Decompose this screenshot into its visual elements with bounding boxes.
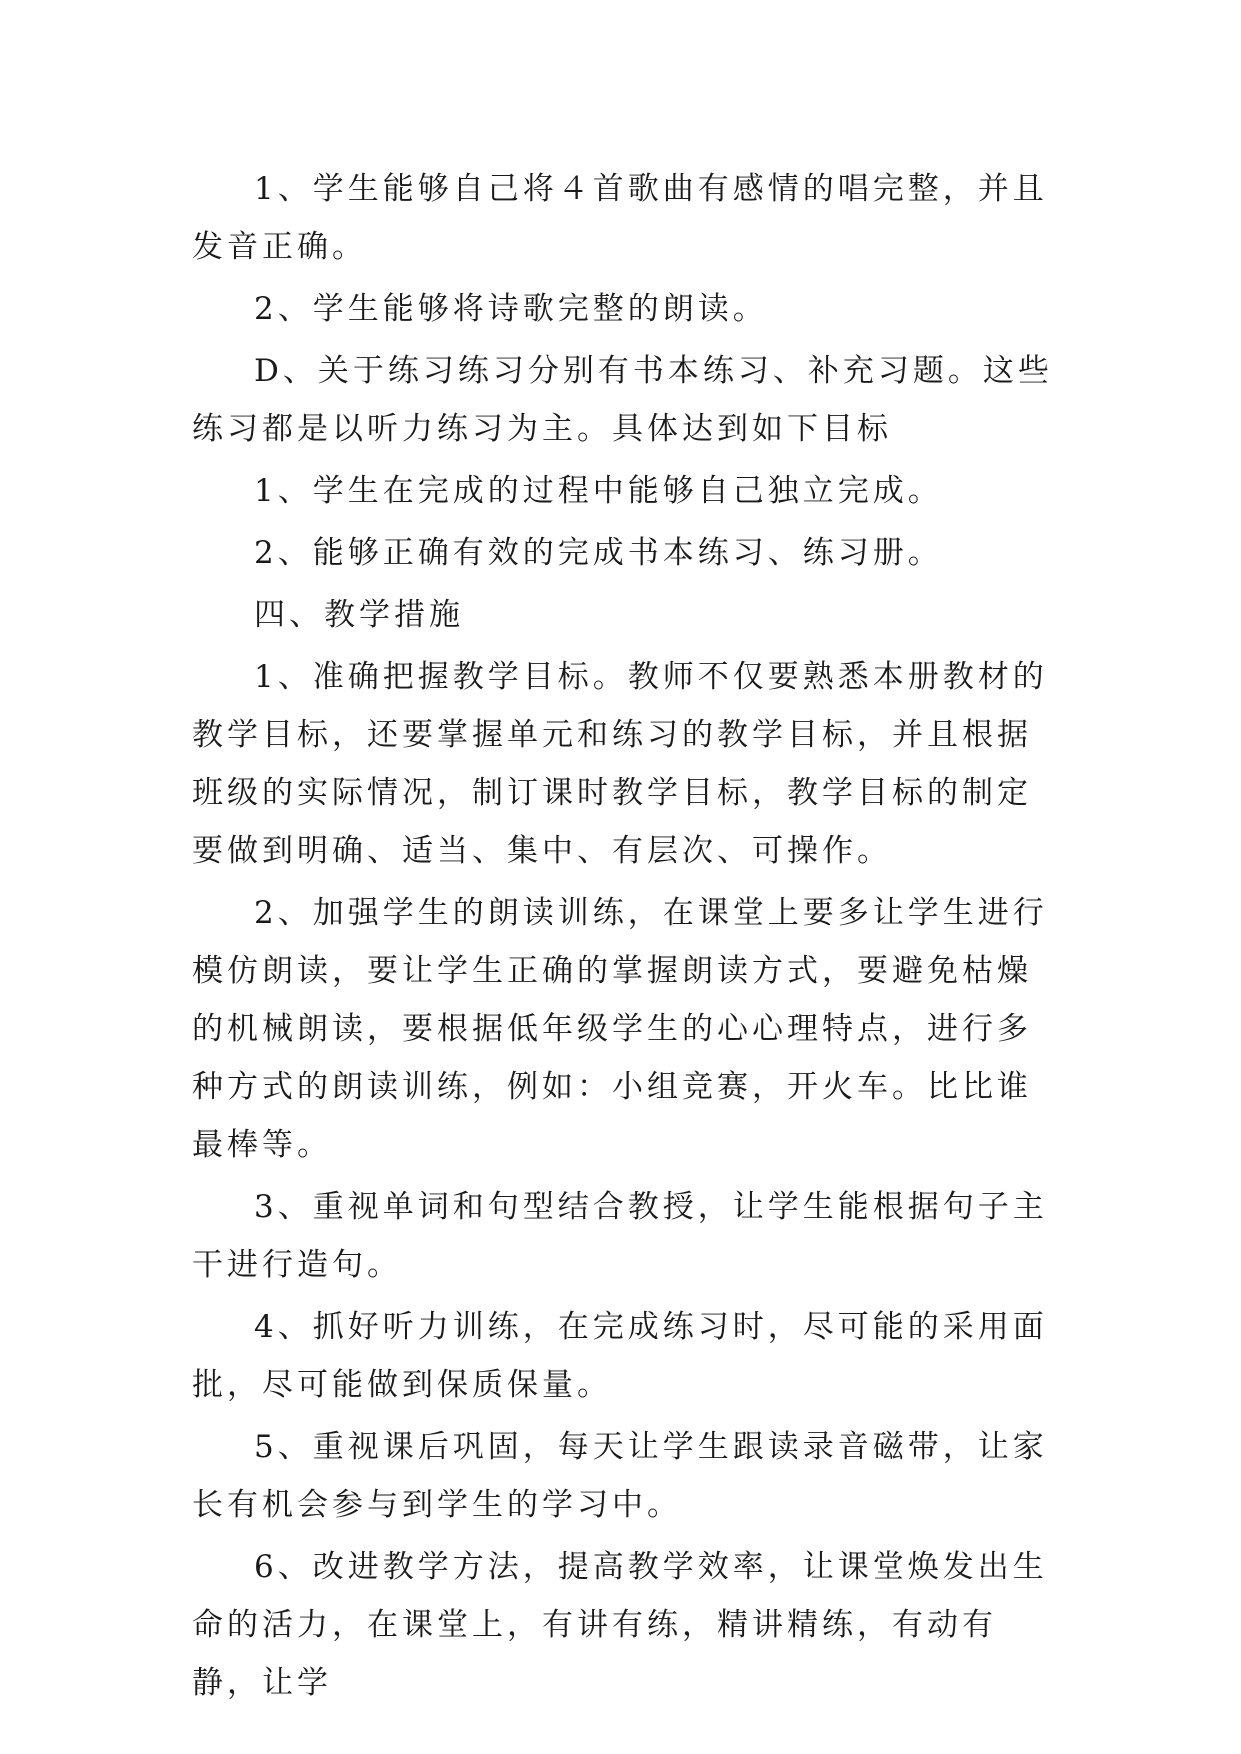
document-body — [192, 160, 1057, 1716]
paragraph-exercise-intro: D、关于练习练习分别有书本练习、补充习题。这些练习都是以听力练习为主。具体达到如下目标 — [192, 353, 1053, 447]
paragraph-exercise-goal-2: 2、能够正确有效的完成书本练习、练习册。 — [254, 535, 943, 571]
paragraph-measure-3: 3、重视单词和句型结合教授，让学生能根据句子主干进行造句。 — [192, 1189, 1048, 1283]
paragraph-song-goal: 1、学生能够自己将４首歌曲有感情的唱完整，并且发音正确。 — [192, 171, 1048, 265]
paragraph-exercise-goal-1: 1、学生在完成的过程中能够自己独立完成。 — [254, 473, 943, 509]
paragraph-measure-2: 2、加强学生的朗读训练，在课堂上要多让学生进行模仿朗读，要让学生正确的掌握朗读方式，要避免枯燥的机械朗读，要根据低年级学生的心心理特点，进行多种方式的朗读训练，例如：小组竞赛，开火车。比比谁最棒等。 — [192, 895, 1048, 1163]
section-heading-teaching-measures: 四、教学措施 — [254, 597, 464, 633]
paragraph-measure-6: 6、改进教学方法，提高教学效率，让课堂焕发出生命的活力，在课堂上，有讲有练，精讲精练，有动有静，让学 — [192, 1549, 1048, 1701]
paragraph-measure-4: 4、抓好听力训练，在完成练习时，尽可能的采用面批，尽可能做到保质保量。 — [192, 1309, 1048, 1403]
paragraph-measure-5: 5、重视课后巩固，每天让学生跟读录音磁带，让家长有机会参与到学生的学习中。 — [192, 1429, 1048, 1523]
paragraph-measure-1: 1、准确把握教学目标。教师不仅要熟悉本册教材的教学目标，还要掌握单元和练习的教学目标，并且根据班级的实际情况，制订课时教学目标，教学目标的制定要做到明确、适当、集中、有层次、可操作。 — [192, 659, 1048, 869]
paragraph-poem-goal: 2、学生能够将诗歌完整的朗读。 — [254, 291, 768, 327]
